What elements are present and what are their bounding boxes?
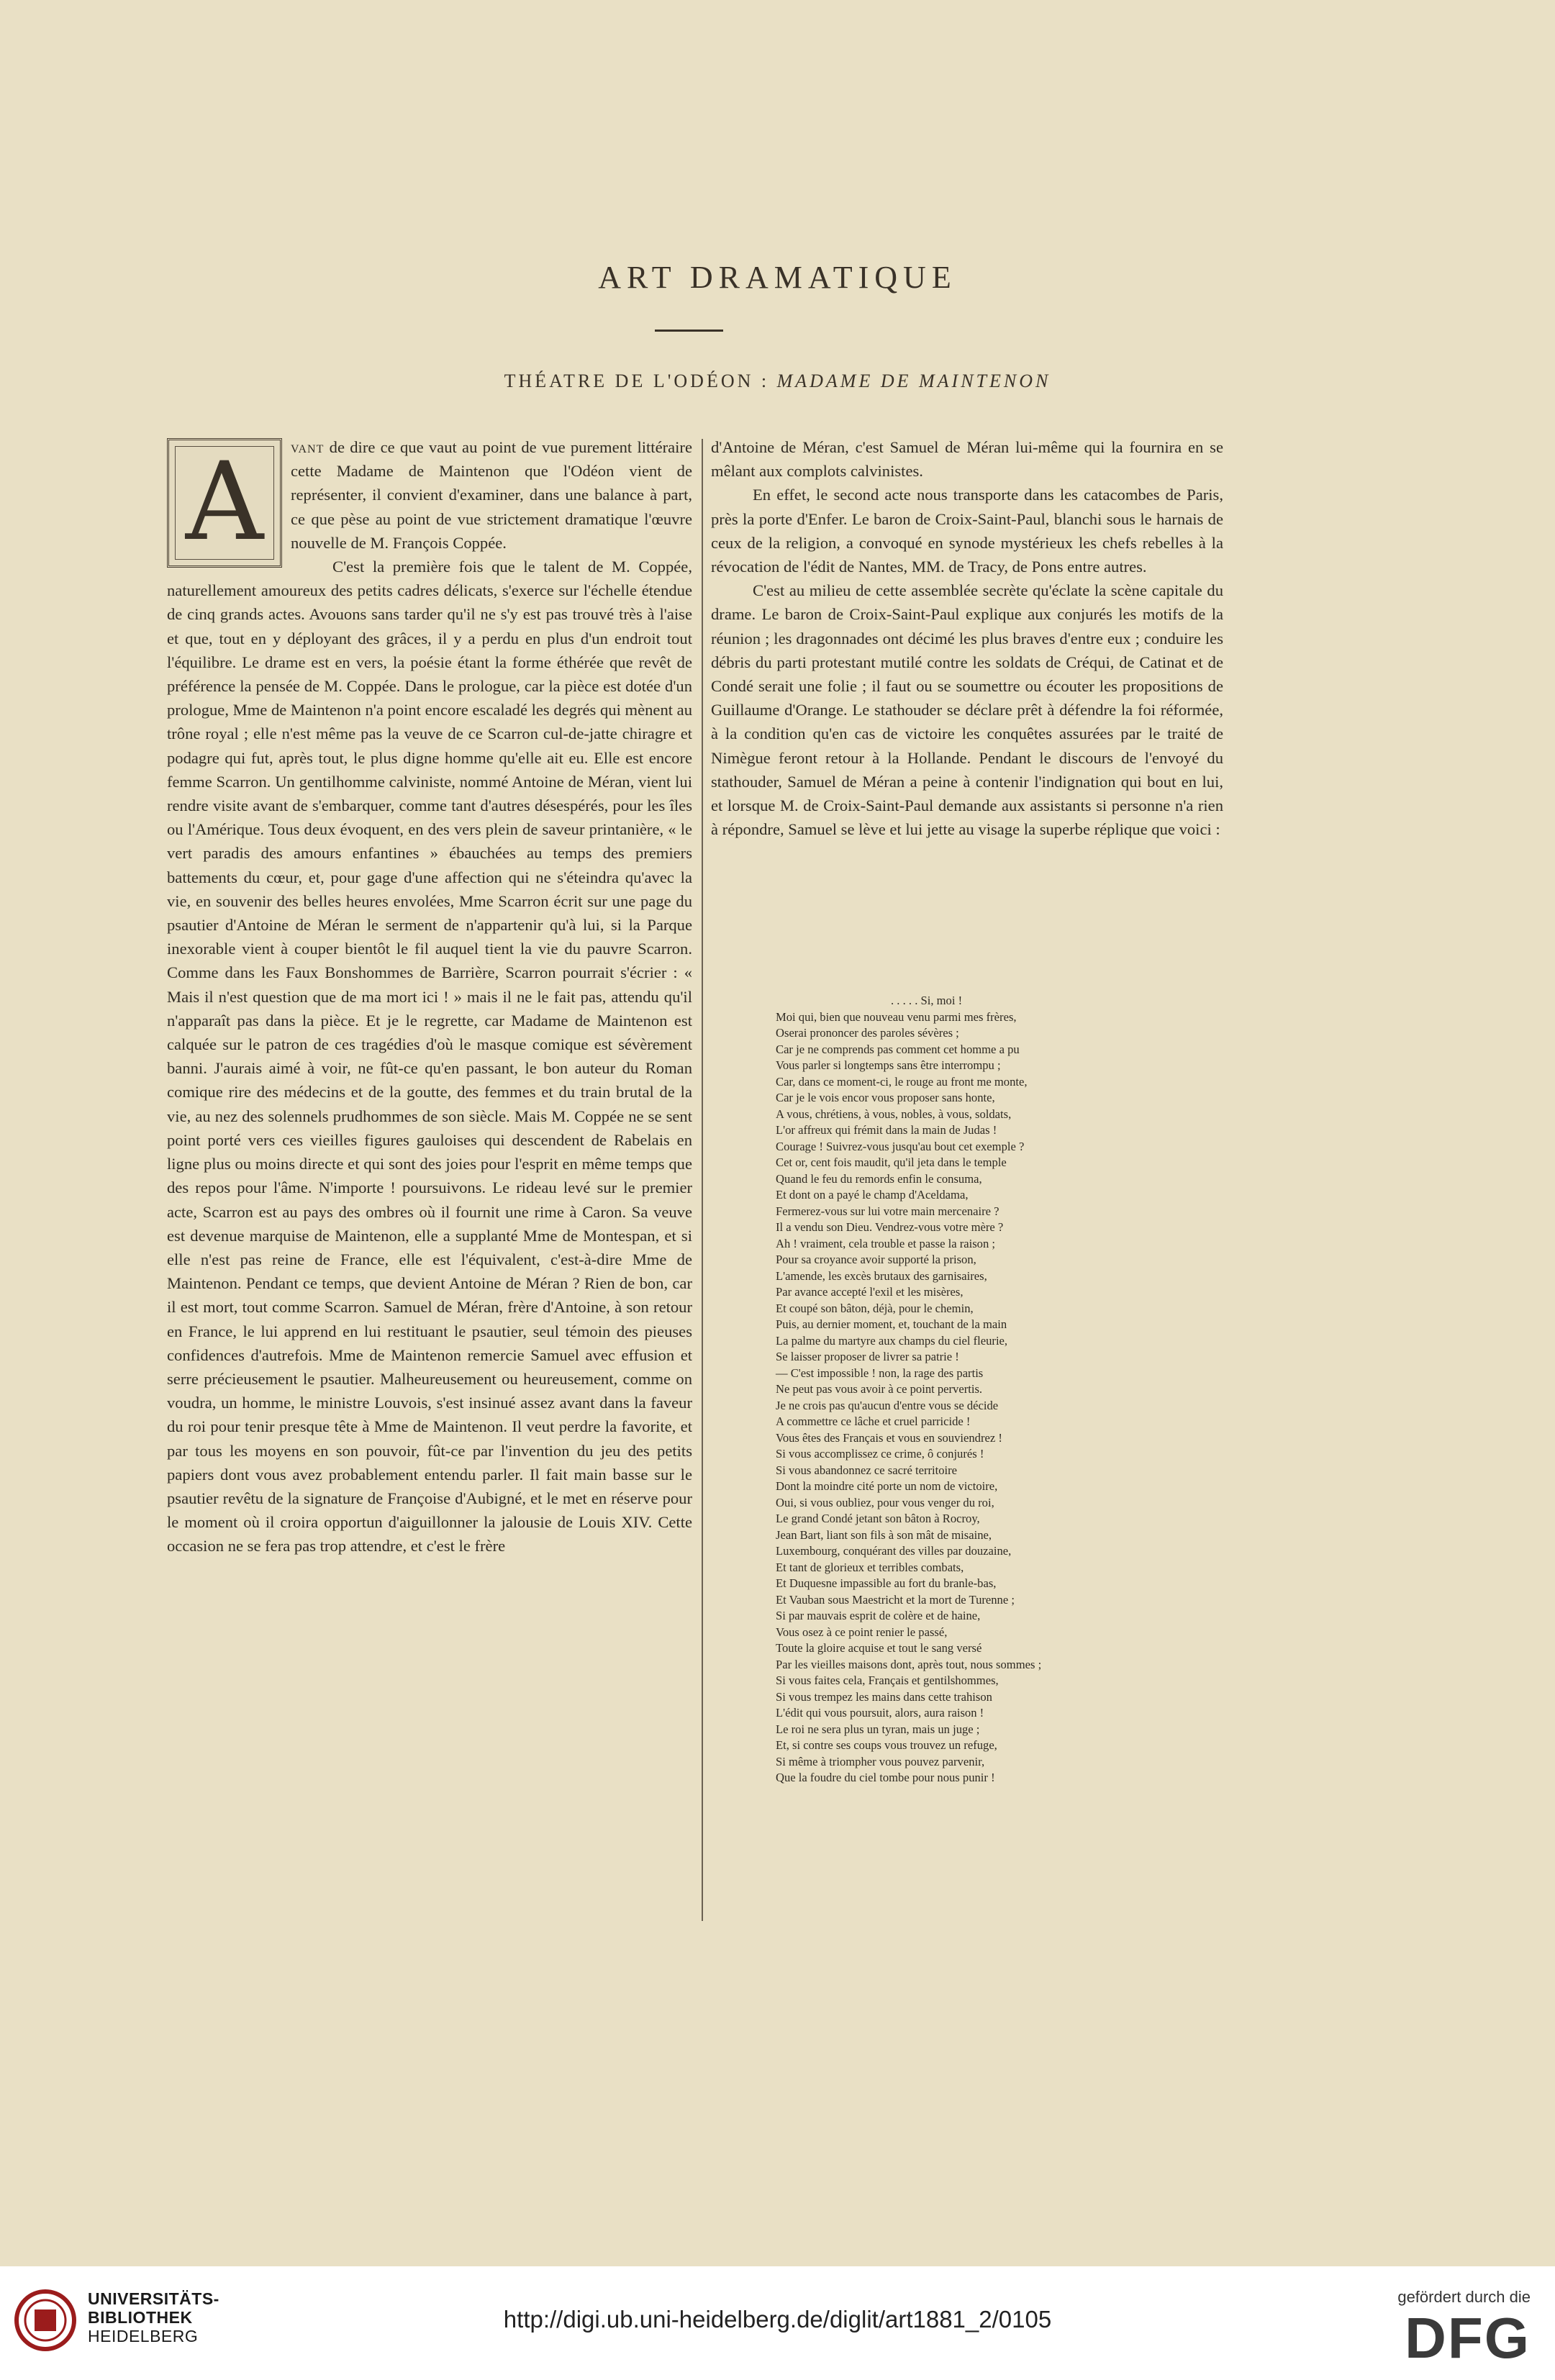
left-column bbox=[167, 435, 692, 1939]
right-paragraph-1: d'Antoine de Méran, c'est Samuel de Méran lui-même qui la fournira en se mêlant aux complots calvinistes. bbox=[711, 438, 1223, 481]
permalink-url[interactable]: http://digi.ub.uni-heidelberg.de/diglit/art1881_2/0105 bbox=[503, 2306, 1052, 2333]
verse-line: Fermerez-vous sur lui votre main mercenaire ? bbox=[776, 1204, 999, 1218]
verse-line: Toute la gloire acquise et tout le sang versé bbox=[776, 1641, 982, 1655]
right-paragraph-2: En effet, le second acte nous transporte dans les catacombes de Paris, près la porte d'Enfer. Le baron de Croix-Saint-Paul, blanchi sous le harnais de ceux de la religion, a convoqué en synode mystérieux les chefs rebelles à la révocation de l'édit de Nantes, MM. de Tracy, de Pons entre autres. bbox=[711, 486, 1223, 576]
verse-line: Vous êtes des Français et vous en souviendrez ! bbox=[776, 1430, 1002, 1445]
verse-line: L'édit qui vous poursuit, alors, aura raison ! bbox=[776, 1706, 984, 1720]
verse-line: L'or affreux qui frémit dans la main de Judas ! bbox=[776, 1123, 997, 1137]
library-line-3: HEIDELBERG bbox=[88, 2327, 199, 2345]
verse-line: Car je le vois encor vous proposer sans honte, bbox=[776, 1091, 995, 1104]
page-title: ART DRAMATIQUE bbox=[598, 260, 957, 295]
verse-line: A commettre ce lâche et cruel parricide ! bbox=[776, 1414, 971, 1428]
verse-line: Ne peut pas vous avoir à ce point pervertis. bbox=[776, 1382, 983, 1396]
verse-line: Moi qui, bien que nouveau venu parmi mes frères, bbox=[776, 1009, 1017, 1024]
paragraph-1-smallcaps: vant bbox=[291, 438, 325, 456]
title-rule bbox=[655, 330, 723, 332]
ornamental-dropcap bbox=[167, 438, 282, 568]
verse-line: Si vous accomplissez ce crime, ô conjurés ! bbox=[776, 1447, 984, 1461]
verse-line: Car, dans ce moment-ci, le rouge au front me monte, bbox=[776, 1074, 1028, 1089]
verse-line: Se laisser proposer de livrer sa patrie ! bbox=[776, 1350, 959, 1363]
verse-line: Pour sa croyance avoir supporté la prison, bbox=[776, 1253, 976, 1266]
verse-line: Puis, au dernier moment, et, touchant de la main bbox=[776, 1317, 1007, 1331]
paragraph-1 bbox=[167, 435, 692, 565]
verse-line: A vous, chrétiens, à vous, nobles, à vous, soldats, bbox=[776, 1107, 1012, 1121]
subtitle-play-title: MADAME DE MAINTENON bbox=[776, 371, 1051, 391]
verse-line: Par avance accepté l'exil et les misères, bbox=[776, 1285, 964, 1299]
verse-line: Quand le feu du remords enfin le consuma, bbox=[776, 1171, 982, 1186]
verse-line: Et Vauban sous Maestricht et la mort de Turenne ; bbox=[776, 1592, 1015, 1607]
verse-line: Si même à triompher vous pouvez parvenir, bbox=[776, 1754, 985, 1768]
verse-line: — C'est impossible ! non, la rage des partis bbox=[776, 1366, 984, 1380]
column-divider bbox=[702, 439, 703, 1921]
verse-line: Et, si contre ses coups vous trouvez un refuge, bbox=[776, 1738, 997, 1752]
verse-line: Ah ! vraiment, cela trouble et passe la raison ; bbox=[776, 1236, 996, 1250]
verse-line: Il a vendu son Dieu. Vendrez-vous votre mère ? bbox=[776, 1220, 1004, 1234]
verse-line: Vous osez à ce point renier le passé, bbox=[776, 1625, 948, 1639]
verse-line: Et dont on a payé le champ d'Aceldama, bbox=[776, 1188, 969, 1202]
verse-line: Si vous trempez les mains dans cette trahison bbox=[776, 1689, 992, 1704]
verse-line: Que la foudre du ciel tombe pour nous punir ! bbox=[776, 1771, 995, 1784]
verse-line: Cet or, cent fois maudit, qu'il jeta dans le temple bbox=[776, 1155, 1007, 1169]
verse-line: Et coupé son bâton, déjà, pour le chemin, bbox=[776, 1301, 974, 1315]
verse-line: Je ne crois pas qu'aucun d'entre vous se décide bbox=[776, 1398, 999, 1412]
funded-by-label: gefördert durch die bbox=[1397, 2288, 1531, 2306]
verse-line: Dont la moindre cité porte un nom de victoire, bbox=[776, 1479, 998, 1493]
dfg-logo[interactable]: DFG bbox=[1405, 2306, 1531, 2370]
library-line-1: UNIVERSITÄTS- bbox=[88, 2289, 219, 2308]
verse-line: Par les vieilles maisons dont, après tout, nous sommes ; bbox=[776, 1657, 1042, 1671]
paragraph-2: C'est la première fois que le talent de M. Coppée, naturellement amoureux des petits cadres délicats, s'exerce sur l'échelle étendue de cinq grands actes. Avouons sans tarder qu'il ne s'y est pas trouvé très à l'aise et que, tout en y déployant des grâces, il y a perdu en plus d'un endroit tout l'équilibre. Le drame est en vers, la poésie étant la forme éthérée que revêt de préférence la pensée de M. Coppée. Dans le prologue, car la pièce est dotée d'un prologue, Mme de Maintenon n'a point encore escaladé les degrés qui mènent au trône royal ; elle n'est même pas la veuve de ce Scarron cul-de-jatte chiragre et podagre qui fut, après tout, le plus digne homme qu'elle ait eu. Elle est encore femme Scarron. Un gentilhomme calviniste, nommé Antoine de Méran, vient lui rendre visite avant de s'embarquer, comme tant d'autres désespérés, pour les îles ou l'Amérique. Tous deux évoquent, en des vers plein de saveur printanière, « le vert paradis des amours enfantines » ébauchées au temps des premiers battements du cœur, et, pour gage d'une affection qui ne s'éteindra qu'avec la vie, en souvenir des belles heures envolées, Mme Scarron écrit sur une page du psautier d'Antoine de Méran le serment de n'appartenir qu'à lui, si la Parque inexorable vient à couper bientôt le fil auquel tient la vie du pauvre Scarron. Comme dans les Faux Bonshommes de Barrière, Scarron pourrait s'écrier : « Mais il n'est question que de ma mort ici ! » mais il ne le fait pas, attendu qu'il n'apparaît pas dans la pièce. Et je le regrette, car Madame de Maintenon est calquée sur le patron de ces tragédies d'où le masque comique est sévèrement banni. J'aurais aimé à voir, ne fût-ce qu'en passant, le bon auteur du Roman comique rire des médecins et de la goutte, des femmes et du train brutal de la vie, au nez des solennels prudhommes de son siècle. Mais M. Coppée ne se sent point porté vers ces vieilles figures gauloises qui descendent de Rabelais en ligne plus ou moins directe et qui sont des joies pour l'esprit en même temps que des repos pour l'âme. N'importe ! poursuivons. Le rideau levé sur le premier acte, Scarron est au pays des ombres où il fournit une rime à Caron. Sa veuve est devenue marquise de Maintenon, elle a supplanté Mme de Montespan, et si elle n'est pas reine de France, elle est l'équivalent, c'est-à-dire Mme de Maintenon. Pendant ce temps, que devient Antoine de Méran ? Rien de bon, car il est mort, tout comme Scarron. Samuel de Méran, frère d'Antoine, à son retour en France, le lui apprend en lui restituant le psautier, seul témoin des pieuses confidences d'autrefois. Mme de Maintenon remercie Samuel avec effusion et serre précieusement le psautier. Malheureusement ou heureusement, comme on voudra, un homme, le ministre Louvois, s'est insinué assez avant dans la faveur du roi pour tenir presque tête à Mme de Maintenon. Il veut perdre la favorite, et par tous les moyens en son pouvoir, fût-ce par l'invention du jeu des petits papiers dont vous avez probablement entendu parler. Il fait main basse sur le psautier revêtu de la signature de Françoise d'Aubigné, et le met en réserve pour le moment où il croira opportun d'aiguillonner la jalousie de Louis XIV. Cette occasion ne se fera pas trop attendre, et c'est le frère bbox=[167, 558, 692, 1555]
verse-line: Et tant de glorieux et terribles combats, bbox=[776, 1560, 964, 1574]
verse-line: Si vous faites cela, Français et gentilshommes, bbox=[776, 1673, 999, 1687]
verse-line: Car je ne comprends pas comment cet homme a pu bbox=[776, 1042, 1020, 1056]
verse-line: Oserai prononcer des paroles sévères ; bbox=[776, 1026, 959, 1040]
verse-line: Le roi ne sera plus un tyran, mais un juge ; bbox=[776, 1722, 980, 1736]
verse-line: Jean Bart, liant son fils à son mât de misaine, bbox=[776, 1527, 992, 1542]
verse-line: . . . . . Si, moi ! bbox=[891, 994, 963, 1007]
page-subtitle bbox=[0, 371, 1555, 392]
verse-line: Courage ! Suivrez-vous jusqu'au bout cet exemple ? bbox=[776, 1139, 1025, 1153]
verse-line: Si par mauvais esprit de colère et de haine, bbox=[776, 1609, 981, 1622]
verse-line: Si vous abandonnez ce sacré territoire bbox=[776, 1463, 958, 1477]
right-column bbox=[711, 435, 1223, 841]
dropcap-letter: A bbox=[185, 440, 264, 565]
verse-line: Vous parler si longtemps sans être interrompu ; bbox=[776, 1058, 1001, 1072]
verse-line: Et Duquesne impassible au fort du branle-bas, bbox=[776, 1576, 997, 1590]
verse-block bbox=[776, 993, 1207, 1786]
subtitle-prefix: THÉATRE DE L'ODÉON : bbox=[504, 371, 777, 391]
verse-line: Luxembourg, conquérant des villes par douzaine, bbox=[776, 1544, 1012, 1558]
verse-line: Oui, si vous oubliez, pour vous venger du roi, bbox=[776, 1495, 994, 1509]
right-paragraph-3: C'est au milieu de cette assemblée secrète qu'éclate la scène capitale du drame. Le baron de Croix-Saint-Paul explique aux conjurés les motifs de la réunion ; les dragonnades ont décimé les plus braves d'entre eux ; conduire les débris du parti protestant mutilé contre les soldats de Créqui, de Catinat et de Condé serait une folie ; il faut ou se soumettre ou écouter les propositions de Guillaume d'Orange. Le stathouder se déclare prêt à défendre la foi réformée, à la condition qu'en cas de victoire les conquêtes assurées par le traité de Nimègue feront retour à la Hollande. Pendant le discours de l'envoyé du stathouder, Samuel de Méran a peine à contenir l'indignation qui bout en lui, et lorsque M. de Croix-Saint-Paul demande aux assistants si personne n'a rien à répondre, Samuel se lève et lui jette au visage la superbe réplique que voici : bbox=[711, 581, 1223, 839]
paragraph-1-text: de dire ce que vaut au point de vue purement littéraire cette Madame de Maintenon que l'Odéon vient de représenter, il convient d'examiner, dans une balance à part, ce que pèse au point de vue strictement dramatique l'œuvre nouvelle de M. François Coppée. bbox=[291, 438, 692, 552]
footer-bar bbox=[0, 2266, 1555, 2380]
library-line-2: BIBLIOTHEK bbox=[88, 2308, 193, 2327]
verse-line: L'amende, les excès brutaux des garnisaires, bbox=[776, 1268, 987, 1283]
verse-line: Le grand Condé jetant son bâton à Rocroy, bbox=[776, 1512, 980, 1525]
verse-line: La palme du martyre aux champs du ciel fleurie, bbox=[776, 1333, 1008, 1348]
